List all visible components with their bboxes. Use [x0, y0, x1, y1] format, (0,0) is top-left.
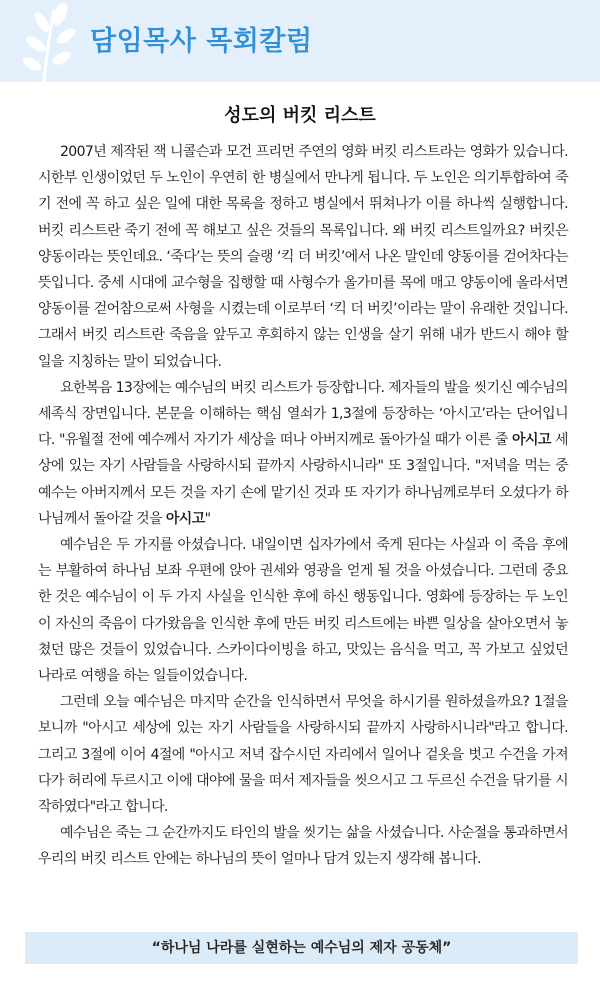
article-body	[38, 139, 568, 873]
paragraph-5: 예수님은 죽는 그 순간까지도 타인의 발을 씻기는 삶을 사셨습니다. 사순절을 통과하면서 우리의 버킷 리스트 안에는 하나님의 뜻이 얼마나 담겨 있는지 생각해 봅니다.	[38, 825, 568, 868]
paragraph-2: 요한복음 13장에는 예수님의 버킷 리스트가 등장합니다. 제자들의 발을 씻기신 예수님의 세족식 장면입니다. 본문을 이해하는 핵심 열쇠가 1,3절에 등장하는 ‘아시고’라는 단어입니다. "유월절 전에 예수께서 자기가 세상을 떠나 아버지께로 돌아가실 때가 이른 줄 아시고 세상에 있는 자기 사람들을 사랑하시되 끝까지 사랑하시니라" 또 3절입니다. "저녁을 먹는 중 예수는 아버지께서 모든 것을 자기 손에 맡기신 것과 또 자기가 하나님께로부터 오셨다가 하나님께서 돌아갈 것을 아시고"	[38, 379, 568, 527]
leaf-branch-icon	[14, 2, 80, 82]
motto-banner: “하나님 나라를 실현하는 예수님의 제자 공동체”	[25, 932, 578, 964]
paragraph-4: 그런데 오늘 예수님은 마지막 순간을 인식하면서 무엇을 하시기를 원하셨을까요? 1절을 보니까 "아시고 세상에 있는 자기 사람들을 사랑하시되 끝까지 사랑하시니라"라고 합니다. 그리고 3절에 이어 4절에 "아시고 저녁 잡수시던 자리에서 일어나 겉옷을 벗고 수건을 가져다가 허리에 두르시고 이에 대야에 물을 떠서 제자들을 씻으시고 그 두르신 수건을 닦기를 시작하였다"라고 합니다.	[38, 694, 568, 816]
article-title: 성도의 버킷 리스트	[224, 105, 376, 126]
column-title: 담임목사 목회칼럼	[90, 26, 313, 57]
paragraph-1: 2007년 제작된 잭 니콜슨과 모건 프리먼 주연의 영화 버킷 리스트라는 영화가 있습니다. 시한부 인생이었던 두 노인이 우연히 한 병실에서 만나게 됩니다. 두 노인은 의기투합하여 죽기 전에 꼭 하고 싶은 일에 대한 목록을 정하고 병실에서 뛰쳐나가 이를 하나씩 실행합니다. 버킷 리스트란 죽기 전에 꼭 해보고 싶은 것들의 목록입니다. 왜 버킷 리스트일까요? 버킷은 양동이라는 뜻인데요. ‘죽다’는 뜻의 슬랭 ‘킥 더 버킷’에서 나온 말인데 양동이를 걷어차다는 뜻입니다. 중세 시대에 교수형을 집행할 때 사형수가 올가미를 목에 매고 양동이에 올라서면 양동이를 걷어참으로써 사형을 시켰는데 이로부터 ‘킥 더 버킷’이라는 말이 유래한 것입니다. 그래서 버킷 리스트란 죽음을 앞두고 후회하지 않는 인생을 살기 위해 내가 반드시 해야 할 일을 지칭하는 말이 되었습니다.	[38, 144, 568, 370]
column-header	[0, 0, 600, 82]
emphasis-word: 아시고	[165, 510, 205, 527]
paragraph-3: 예수님은 두 가지를 아셨습니다. 내일이면 십자가에서 죽게 된다는 사실과 이 죽음 후에는 부활하여 하나님 보좌 우편에 앉아 권세와 영광을 얻게 될 것을 아셨습니다. 그런데 중요한 것은 예수님이 이 두 가지 사실을 인식한 후에 하신 행동입니다. 영화에 등장하는 두 노인이 자신의 죽음이 다가왔음을 인식한 후에 만든 버킷 리스트에는 바쁜 일상을 살아오면서 놓쳤던 많은 것들이 있었습니다. 스카이다이빙을 하고, 맛있는 음식을 먹고, 꼭 가보고 싶었던 나라로 여행을 하는 일들이었습니다.	[38, 537, 568, 685]
emphasis-word: 아시고	[512, 432, 551, 449]
